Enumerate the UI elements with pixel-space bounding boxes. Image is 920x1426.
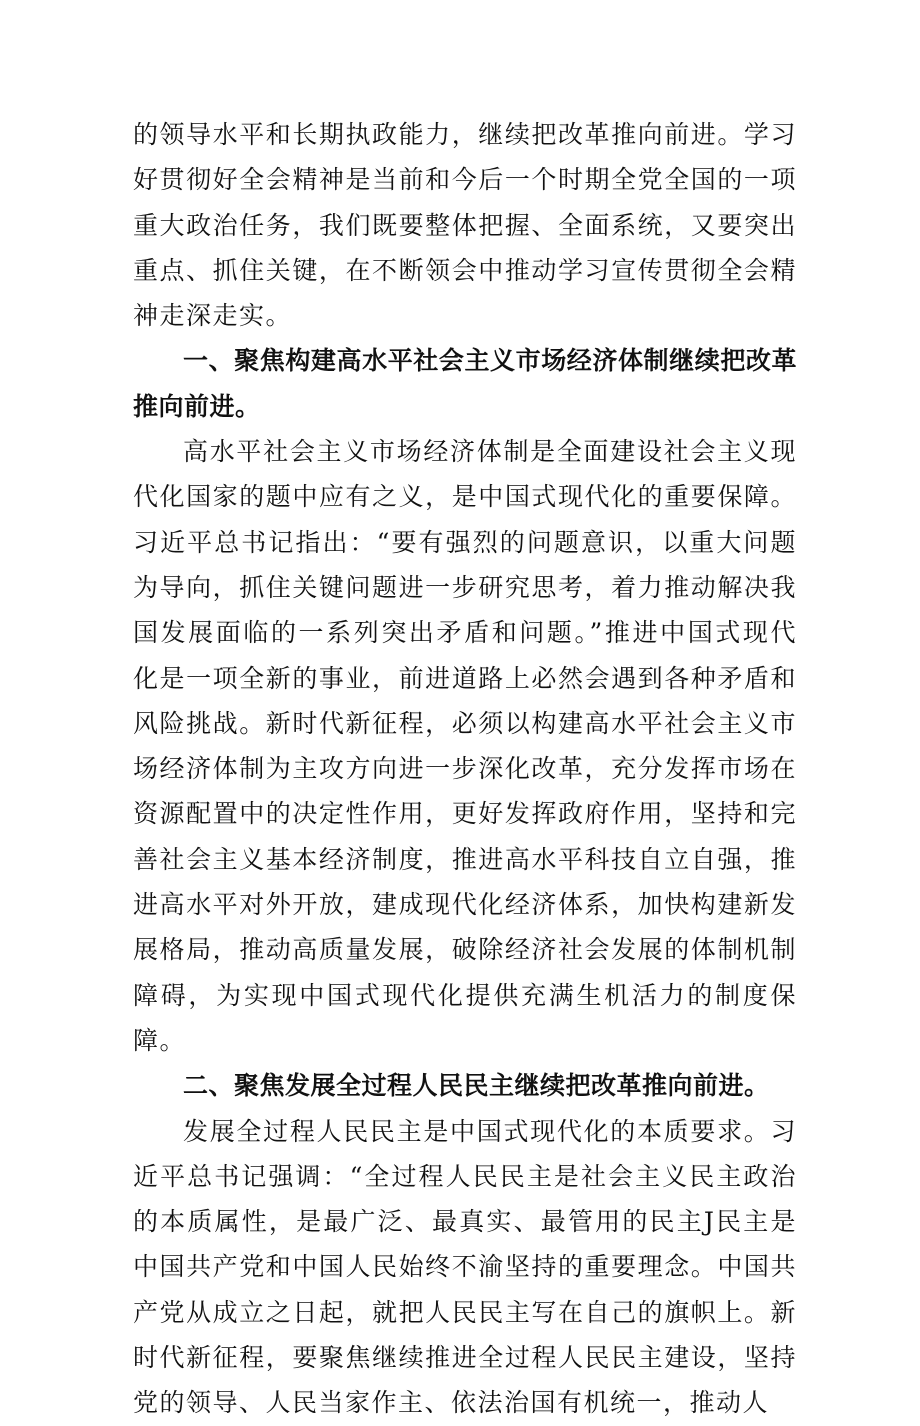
paragraph-continuation: 的领导水平和长期执政能力，继续把改革推向前进。学习好贯彻好全会精神是当前和今后一个时期全党全国的一项重大政治任务，我们既要整体把握、全面系统，又要突出重点、抓住关键，在不断领会中推动学习宣传贯彻全会精神走深走实。 [133, 120, 797, 331]
document-body [133, 112, 797, 1426]
paragraph-market-economy: 高水平社会主义市场经济体制是全面建设社会主义现代化国家的题中应有之义，是中国式现代化的重要保障。习近平总书记指出：“要有强烈的问题意识，以重大问题为导向，抓住关键问题进一步研究思考，着力推动解决我国发展面临的一系列突出矛盾和问题。”推进中国式现代化是一项全新的事业，前进道路上必然会遇到各种矛盾和风险挑战。新时代新征程，必须以构建高水平社会主义市场经济体制为主攻方向进一步深化改革，充分发挥市场在资源配置中的决定性作用，更好发挥政府作用，坚持和完善社会主义基本经济制度，推进高水平科技自立自强，推进高水平对外开放，建成现代化经济体系，加快构建新发展格局，推动高质量发展，破除经济社会发展的体制机制障碍，为实现中国式现代化提供充满生机活力的制度保障。 [133, 437, 797, 1055]
section-heading-1: 一、聚焦构建高水平社会主义市场经济体制继续把改革推向前进。 [133, 346, 797, 421]
section-heading-2: 二、聚焦发展全过程人民民主继续把改革推向前进。 [183, 1071, 770, 1101]
paragraph-democracy: 发展全过程人民民主是中国式现代化的本质要求。习近平总书记强调：“全过程人民民主是社会主义民主政治的本质属性，是最广泛、最真实、最管用的民主J民主是中国共产党和中国人民始终不渝坚持的重要理念。中国共产党从成立之日起，就把人民民主写在自己的旗帜上。新时代新征程，要聚焦继续推进全过程人民民主建设，坚持党的领导、人民当家作主、依法治国有机统一，推动人 [133, 1116, 797, 1418]
